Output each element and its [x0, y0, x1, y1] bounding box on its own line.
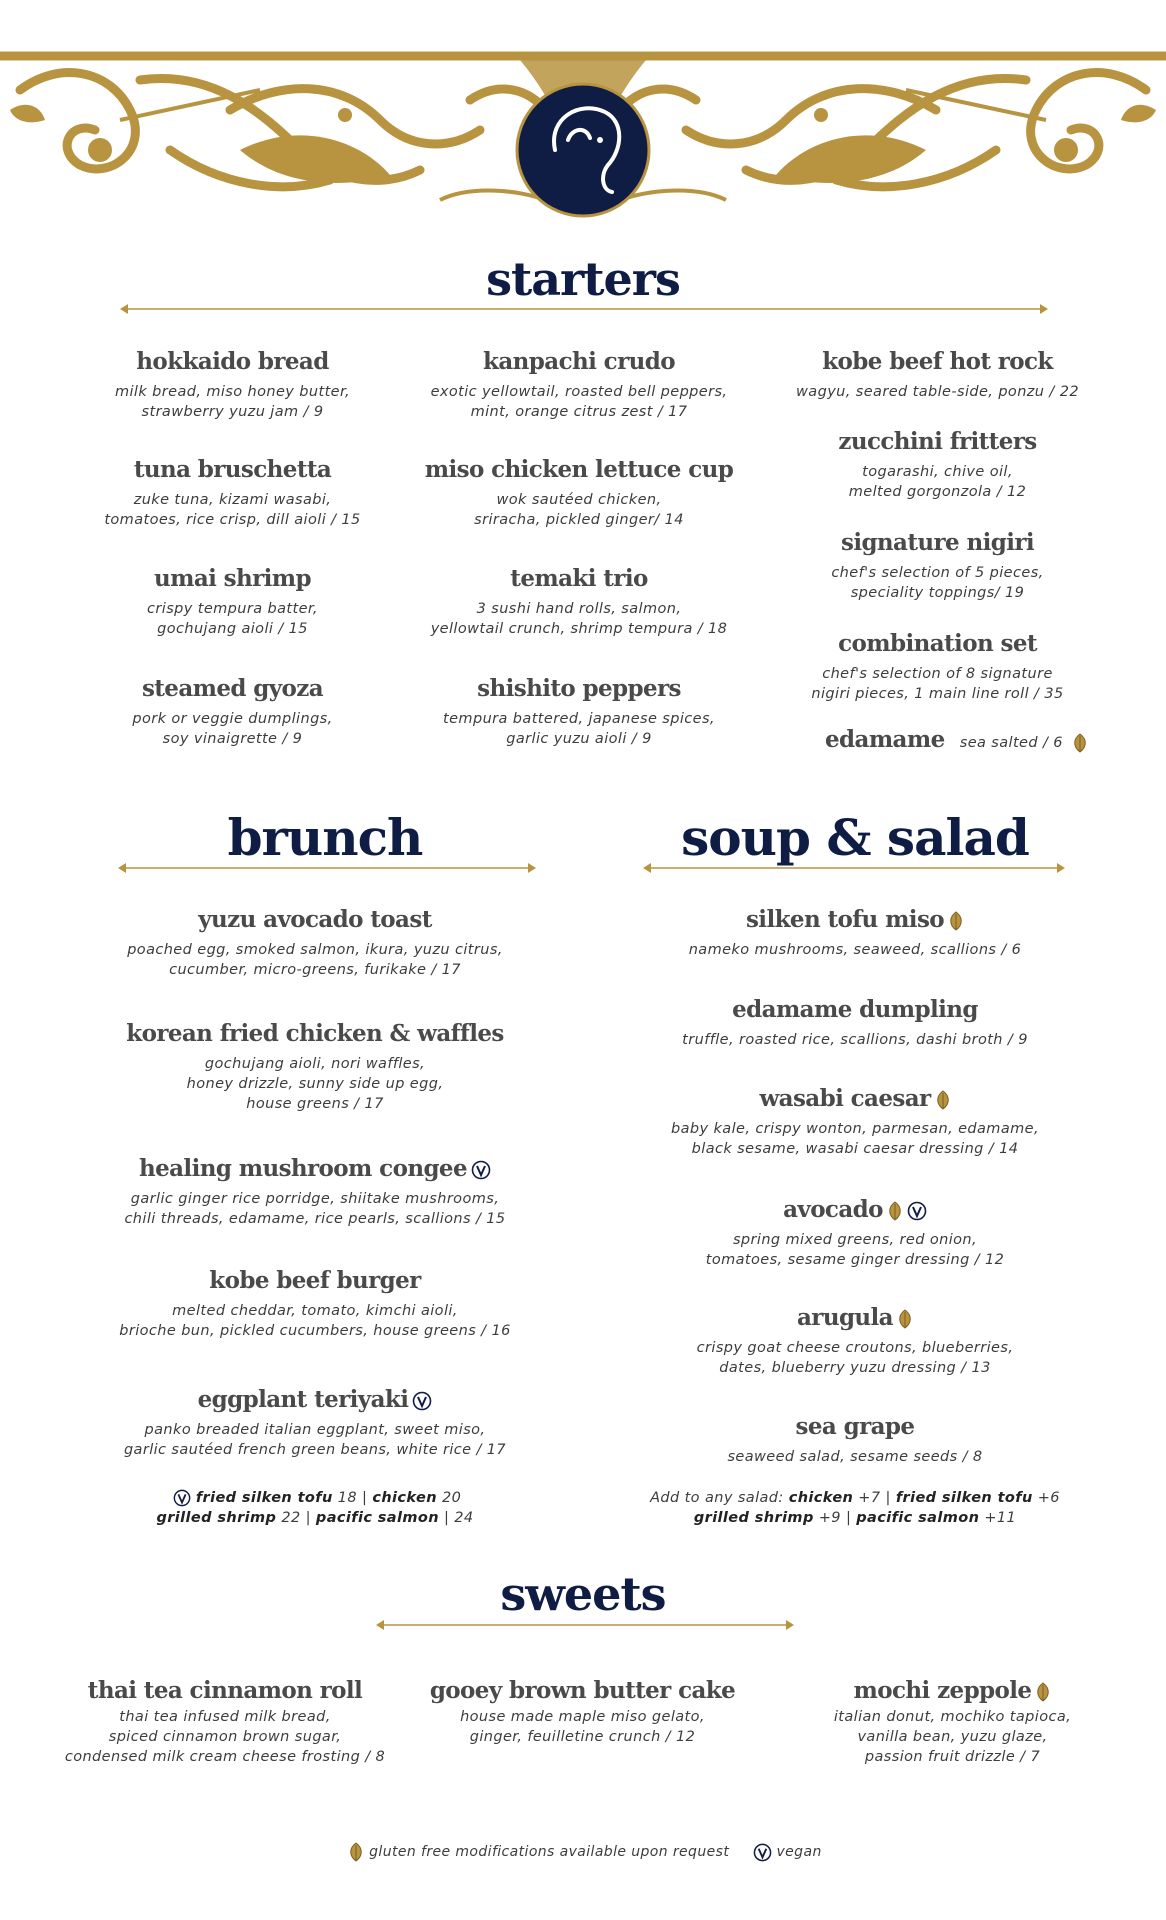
- section-title-sweets: sweets: [500, 1567, 666, 1621]
- menu-item: combination set chef's selection of 8 signature nigiri pieces, 1 main line roll / 35: [811, 630, 1064, 702]
- menu-item: umai shrimp crispy tempura batter, gochujang aioli / 15: [147, 565, 318, 637]
- section-divider: [376, 1619, 794, 1631]
- brunch-addons: fried silken tofu 18 | chicken 20 grilled shrimp 22 | pacific salmon | 24: [156, 1490, 474, 1526]
- menu-item: hokkaido bread milk bread, miso honey butter, strawberry yuzu jam / 9: [114, 348, 351, 420]
- section-divider: [118, 862, 536, 874]
- menu-item: kobe beef burger melted cheddar, tomato, kimchi aioli, brioche bun, pickled cucumbers, house greens / 16: [119, 1267, 511, 1339]
- leaf-icon: [1072, 733, 1088, 753]
- gluten-free-note: gluten free modifications available upon request: [369, 1844, 730, 1860]
- menu-item: shishito peppers tempura battered, japanese spices, garlic yuzu aioli / 9: [443, 675, 715, 747]
- menu-item: healing mushroom congee garlic ginger rice porridge, shiitake mushrooms, chili threads, edamame, rice pearls, scallions / 15: [124, 1155, 506, 1227]
- leaf-icon: [897, 1309, 913, 1329]
- menu-item: zucchini fritters togarashi, chive oil, melted gorgonzola / 12: [838, 428, 1037, 500]
- menu-item: mochi zeppole italian donut, mochiko tapioca, vanilla bean, yuzu glaze, passion fruit drizzle / 7: [833, 1677, 1072, 1765]
- menu-item: miso chicken lettuce cup wok sautéed chicken, sriracha, pickled ginger/ 14: [424, 456, 734, 528]
- leaf-icon: [948, 911, 964, 931]
- menu-item: yuzu avocado toast poached egg, smoked salmon, ikura, yuzu citrus, cucumber, micro-greens, furikake / 17: [127, 906, 503, 978]
- leaf-icon: [887, 1201, 903, 1221]
- section-divider: [643, 862, 1065, 874]
- menu-item: sea grape seaweed salad, sesame seeds / 8: [727, 1413, 983, 1465]
- vegan-icon: [471, 1160, 491, 1180]
- menu-item: thai tea cinnamon roll thai tea infused milk bread, spiced cinnamon brown sugar, condensed milk cream cheese frosting / 8: [64, 1677, 386, 1765]
- vegan-icon: [173, 1489, 191, 1507]
- menu-item: arugula crispy goat cheese croutons, blueberries, dates, blueberry yuzu dressing / 13: [696, 1304, 1014, 1376]
- menu-item: steamed gyoza pork or veggie dumplings, soy vinaigrette / 9: [132, 675, 333, 747]
- leaf-icon: [1035, 1682, 1051, 1702]
- menu-item: kobe beef hot rock wagyu, seared table-side, ponzu / 22: [796, 348, 1079, 400]
- section-title-starters: starters: [486, 252, 680, 306]
- salad-addons: Add to any salad: chicken +7 | fried silken tofu +6 grilled shrimp +9 | pacific salmon +11: [650, 1490, 1060, 1526]
- section-title-brunch: brunch: [227, 808, 423, 867]
- menu-item: signature nigiri chef's selection of 5 pieces, speciality toppings/ 19: [831, 529, 1044, 601]
- vegan-icon: [412, 1391, 432, 1411]
- vegan-icon: [753, 1843, 772, 1862]
- section-title-soup-salad: soup & salad: [681, 808, 1029, 867]
- menu-item: korean fried chicken & waffles gochujang aioli, nori waffles, honey drizzle, sunny side up egg, house greens / 17: [126, 1020, 504, 1112]
- elephant-logo-icon: [517, 84, 649, 216]
- footer-legend: [0, 1842, 1166, 1862]
- menu-item: silken tofu miso nameko mushrooms, seaweed, scallions / 6: [688, 906, 1022, 958]
- leaf-icon: [935, 1090, 951, 1110]
- menu-item: edamame dumpling truffle, roasted rice, scallions, dashi broth / 9: [682, 996, 1028, 1048]
- menu-item: temaki trio 3 sushi hand rolls, salmon, yellowtail crunch, shrimp tempura / 18: [430, 565, 728, 637]
- menu-item: kanpachi crudo exotic yellowtail, roasted bell peppers, mint, orange citrus zest / 17: [430, 348, 728, 420]
- menu-item: avocado spring mixed greens, red onion, tomatoes, sesame ginger dressing / 12: [705, 1196, 1005, 1268]
- ornamental-banner: [0, 0, 1166, 230]
- menu-item: tuna bruschetta zuke tuna, kizami wasabi, tomatoes, rice crisp, dill aioli / 15: [104, 456, 361, 528]
- menu-item: gooey brown butter cake house made maple miso gelato, ginger, feuilletine crunch / 12: [429, 1677, 736, 1745]
- vegan-note: vegan: [776, 1844, 822, 1860]
- section-divider: [120, 303, 1048, 315]
- menu-item-edamame: edamame sea salted / 6: [825, 726, 1088, 754]
- menu-item: eggplant teriyaki panko breaded italian eggplant, sweet miso, garlic sautéed french green beans, white rice / 17: [123, 1386, 507, 1458]
- leaf-icon: [348, 1842, 364, 1862]
- menu-item: wasabi caesar baby kale, crispy wonton, parmesan, edamame, black sesame, wasabi caesar dressing / 14: [671, 1085, 1039, 1157]
- vegan-icon: [907, 1201, 927, 1221]
